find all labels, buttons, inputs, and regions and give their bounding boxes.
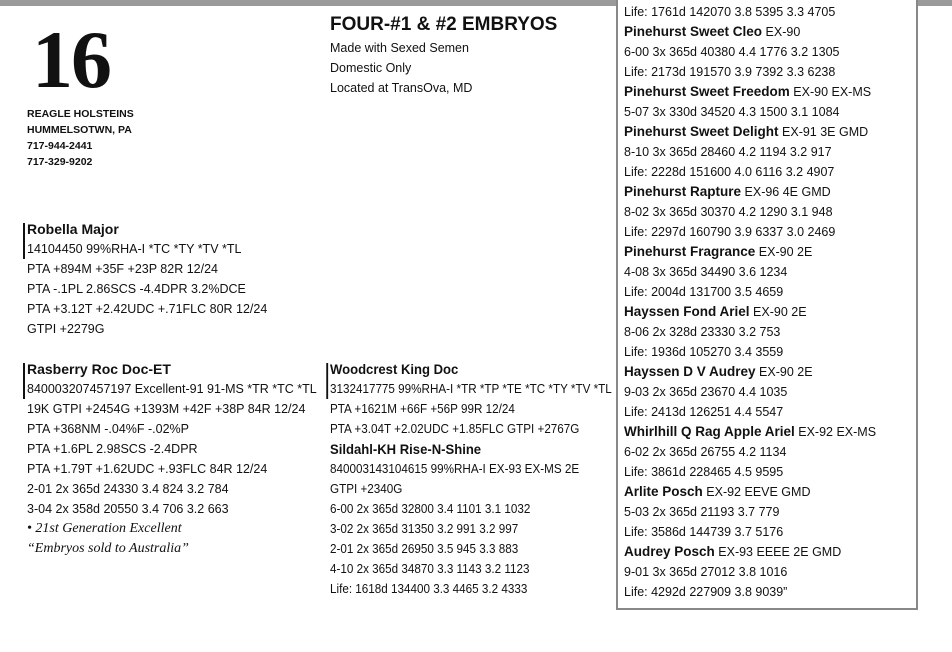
pedigree-record: Life: 2173d 191570 3.9 7392 3.3 6238 — [624, 65, 836, 79]
pedigree-record: Life: 2297d 160790 3.9 6337 3.0 2469 — [624, 225, 836, 239]
dam-note: • 21st Generation Excellent — [27, 521, 182, 536]
ancestor-classification: EX-93 EEEE 2E GMD — [718, 545, 842, 559]
consignor-location: HUMMELSOTWN, PA — [27, 124, 132, 136]
dam-line: 19K GTPI +2454G +1393M +42F +38P 84R 12/24 — [27, 402, 306, 416]
lot-heading — [330, 12, 557, 98]
ancestor-name: Pinehurst Sweet Cleo — [624, 24, 763, 39]
sire-line: PTA +3.12T +2.42UDC +.71FLC 80R 12/24 — [27, 302, 268, 316]
dam-sire-line: PTA +3.04T +2.02UDC +1.85FLC GTPI +2767G — [330, 422, 580, 436]
pedigree-entry — [624, 422, 876, 442]
ancestor-name: Pinehurst Fragrance — [624, 244, 756, 259]
granddam-record: 4-10 2x 365d 34870 3.3 1143 3.2 1123 — [330, 562, 530, 576]
pedigree-panel — [616, 0, 918, 610]
pedigree-record: Life: 2228d 151600 4.0 6116 3.2 4907 — [624, 165, 835, 179]
pedigree-entry — [624, 182, 876, 202]
heading-line: Made with Sexed Semen — [330, 41, 469, 55]
pedigree-record: Life: 4292d 227909 3.8 9039” — [624, 585, 788, 599]
dam-record: 2-01 2x 365d 24330 3.4 824 3.2 784 — [27, 482, 229, 496]
sire-line: GTPI +2279G — [27, 322, 105, 336]
lot-title: FOUR-#1 & #2 EMBRYOS — [330, 14, 558, 35]
consignor-name: REAGLE HOLSTEINS — [27, 108, 134, 120]
pedigree-record: 9-03 2x 365d 23670 4.4 1035 — [624, 385, 788, 399]
sire-name: Robella Major — [27, 221, 119, 237]
ancestor-name: Pinehurst Sweet Freedom — [624, 84, 790, 99]
granddam-name: Sildahl-KH Rise-N-Shine — [330, 441, 482, 457]
lot-number: 16 — [32, 14, 110, 105]
pedigree-record: 5-07 3x 330d 34520 4.3 1500 3.1 1084 — [624, 105, 840, 119]
sire-block — [27, 219, 267, 339]
dam-sire-bracket — [326, 363, 328, 399]
dam-sire-name: Woodcrest King Doc — [330, 361, 459, 377]
ancestor-classification: EX-91 3E GMD — [782, 125, 869, 139]
pedigree-entry — [624, 302, 876, 322]
pedigree-record: Life: 2413d 126251 4.4 5547 — [624, 405, 784, 419]
granddam-record: 3-02 2x 365d 31350 3.2 991 3.2 997 — [330, 522, 519, 536]
ancestor-name: Whirlhill Q Rag Apple Ariel — [624, 424, 795, 439]
dam-line: 840003207457197 Excellent-91 91-MS *TR *TC *TL — [27, 382, 317, 396]
dam-block — [27, 359, 317, 559]
pedigree-entry — [624, 542, 876, 562]
ancestor-classification: EX-92 EX-MS — [798, 425, 877, 439]
ancestor-name: Pinehurst Rapture — [624, 184, 742, 199]
dam-line: PTA +1.6PL 2.98SCS -2.4DPR — [27, 442, 198, 456]
pedigree-record: 5-03 2x 365d 21193 3.7 779 — [624, 505, 780, 519]
consignor-phone-1: 717-944-2441 — [27, 140, 93, 152]
dam-record: 3-04 2x 358d 20550 3.4 706 3.2 663 — [27, 502, 229, 516]
dam-name: Rasberry Roc Doc-ET — [27, 361, 171, 377]
ancestor-name: Hayssen D V Audrey — [624, 364, 756, 379]
pedigree-record: 8-10 3x 365d 28460 4.2 1194 3.2 917 — [624, 145, 832, 159]
consignor-phone-2: 717-329-9202 — [27, 156, 93, 168]
sire-line: 14104450 99%RHA-I *TC *TY *TV *TL — [27, 242, 242, 256]
pedigree-record: 4-08 3x 365d 34490 3.6 1234 — [624, 265, 788, 279]
ancestor-classification: EX-90 — [765, 25, 801, 39]
dam-line: PTA +368NM -.04%F -.02%P — [27, 422, 189, 436]
pedigree-entry — [624, 362, 876, 382]
ancestor-name: Arlite Posch — [624, 484, 703, 499]
pedigree-record: Life: 3861d 228465 4.5 9595 — [624, 465, 784, 479]
pedigree-entry — [624, 242, 876, 262]
granddam-line: GTPI +2340G — [330, 482, 403, 496]
pedigree-record: Life: 3586d 144739 3.7 5176 — [624, 525, 784, 539]
dam-sire-line: PTA +1621M +66F +56P 99R 12/24 — [330, 402, 515, 416]
ancestor-classification: EX-90 EX-MS — [793, 85, 872, 99]
ancestor-classification: EX-92 EEVE GMD — [706, 485, 811, 499]
pedigree-record: 6-02 2x 365d 26755 4.2 1134 — [624, 445, 787, 459]
heading-line: Located at TransOva, MD — [330, 81, 473, 95]
heading-line: Domestic Only — [330, 61, 412, 75]
dam-line: PTA +1.79T +1.62UDC +.93FLC 84R 12/24 — [27, 462, 268, 476]
granddam-lifetime: Life: 1618d 134400 3.3 4465 3.2 4333 — [330, 582, 528, 596]
pedigree-record: 6-00 3x 365d 40380 4.4 1776 3.2 1305 — [624, 45, 840, 59]
consignor-block — [27, 106, 134, 170]
pedigree-entry — [624, 122, 876, 142]
ancestor-classification: EX-96 4E GMD — [744, 185, 831, 199]
pedigree-record: Life: 1761d 142070 3.8 5395 3.3 4705 — [624, 5, 836, 19]
sire-bracket — [23, 223, 25, 259]
granddam-record: 6-00 2x 365d 32800 3.4 1101 3.1 1032 — [330, 502, 531, 516]
pedigree-entry — [624, 82, 876, 102]
dam-sire-block — [330, 359, 612, 599]
ancestor-classification: EX-90 2E — [758, 245, 813, 259]
pedigree-record: 9-01 3x 365d 27012 3.8 1016 — [624, 565, 788, 579]
ancestor-name: Hayssen Fond Ariel — [624, 304, 750, 319]
pedigree-record: 8-06 2x 328d 23330 3.2 753 — [624, 325, 781, 339]
sire-line: PTA +894M +35F +23P 82R 12/24 — [27, 262, 218, 276]
pedigree-entry — [624, 482, 876, 502]
granddam-record: 2-01 2x 365d 26950 3.5 945 3.3 883 — [330, 542, 519, 556]
pedigree-record: 8-02 3x 365d 30370 4.2 1290 3.1 948 — [624, 205, 833, 219]
granddam-line: 840003143104615 99%RHA-I EX-93 EX-MS 2E — [330, 462, 580, 476]
dam-bracket — [23, 363, 25, 399]
pedigree-entry — [624, 22, 876, 42]
dam-sire-line: 3132417775 99%RHA-I *TR *TP *TE *TC *TY *TV *TL — [330, 382, 612, 396]
ancestor-classification: EX-90 2E — [753, 305, 807, 319]
ancestor-classification: EX-90 2E — [759, 365, 813, 379]
sire-line: PTA -.1PL 2.86SCS -4.4DPR 3.2%DCE — [27, 282, 246, 296]
pedigree-record: Life: 2004d 131700 3.5 4659 — [624, 285, 784, 299]
ancestor-name: Pinehurst Sweet Delight — [624, 124, 779, 139]
pedigree-record: Life: 1936d 105270 3.4 3559 — [624, 345, 784, 359]
pedigree-list — [624, 2, 876, 602]
dam-note: “Embryos sold to Australia” — [27, 541, 189, 556]
ancestor-name: Audrey Posch — [624, 544, 715, 559]
